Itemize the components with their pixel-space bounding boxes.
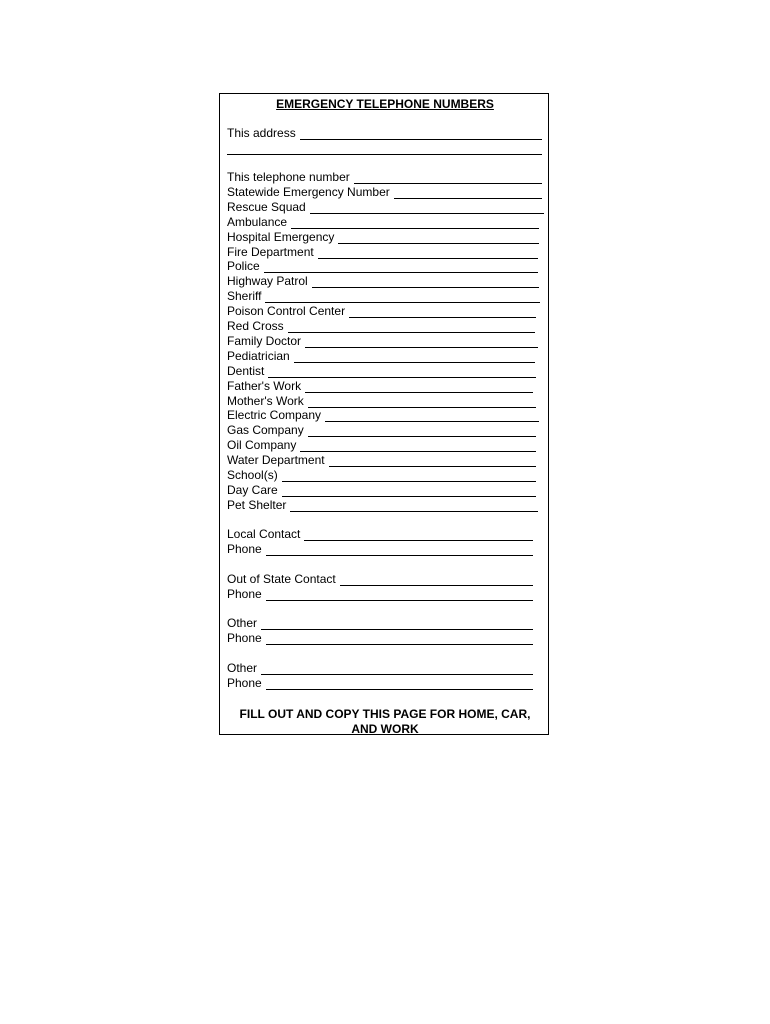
entry-20 [227, 453, 547, 468]
entry-3 [227, 200, 547, 215]
contact-3-phone [227, 631, 547, 646]
contact-2-phone [227, 587, 547, 602]
contact-3-label: Other [227, 616, 258, 630]
entry-15-label: Father's Work [227, 378, 302, 393]
entry-18-blank-line[interactable] [308, 436, 536, 437]
contact-4-phone-blank-line[interactable] [266, 689, 533, 690]
entry-18 [227, 423, 547, 438]
contact-1-blank-line[interactable] [304, 540, 533, 541]
entry-5 [227, 230, 547, 245]
entry-6 [227, 245, 547, 260]
entry-8-label: Highway Patrol [227, 274, 308, 289]
entry-21 [227, 468, 547, 483]
entry-20-label: Water Department [227, 453, 325, 468]
contact-3-phone-label: Phone [227, 631, 262, 645]
entry-4-label: Ambulance [227, 214, 288, 229]
entry-21-blank-line[interactable] [282, 481, 536, 482]
form-title-text: EMERGENCY TELEPHONE NUMBERS [276, 97, 494, 111]
entry-22-label: Day Care [227, 482, 278, 497]
entry-12-blank-line[interactable] [305, 347, 538, 348]
entry-5-blank-line[interactable] [338, 243, 539, 244]
emergency-numbers-card [219, 93, 549, 735]
footer-line-1: FILL OUT AND COPY THIS PAGE FOR HOME, CAR, [239, 707, 531, 721]
entry-2-blank-line[interactable] [394, 198, 542, 199]
entry-16-blank-line[interactable] [308, 407, 536, 408]
entry-10-label: Poison Control Center [227, 304, 346, 319]
entry-12-label: Family Doctor [227, 333, 302, 348]
entry-5-label: Hospital Emergency [227, 229, 335, 244]
contact-2-label: Out of State Contact [227, 572, 336, 586]
entry-19 [227, 438, 547, 453]
entry-23 [227, 498, 547, 513]
entry-14 [227, 364, 547, 379]
footer-instruction [220, 707, 550, 737]
contact-3 [227, 616, 547, 631]
contact-3-blank-line[interactable] [261, 629, 533, 630]
entry-1-label: This telephone number [227, 170, 350, 184]
contact-4-phone-label: Phone [227, 676, 262, 690]
entry-15-blank-line[interactable] [305, 392, 533, 393]
contact-3-phone-blank-line[interactable] [266, 644, 533, 645]
entry-13-label: Pediatrician [227, 348, 290, 363]
entry-23-blank-line[interactable] [290, 511, 538, 512]
contact-2 [227, 572, 547, 587]
footer-line-2: AND WORK [351, 722, 419, 736]
entry-6-blank-line[interactable] [318, 258, 538, 259]
contact-4-label: Other [227, 661, 258, 675]
contact-4 [227, 661, 547, 676]
contact-2-blank-line[interactable] [340, 585, 533, 586]
entry-9-label: Sheriff [227, 289, 262, 304]
entry-7-label: Police [227, 259, 260, 274]
entry-2 [227, 185, 547, 200]
entry-9-blank-line[interactable] [265, 302, 540, 303]
entry-6-label: Fire Department [227, 244, 314, 259]
entry-8-blank-line[interactable] [312, 287, 539, 288]
contact-1-label: Local Contact [227, 527, 301, 541]
entry-22 [227, 483, 547, 498]
entry-2-label: Statewide Emergency Number [227, 184, 390, 199]
entry-19-blank-line[interactable] [300, 451, 536, 452]
entry-21-label: School(s) [227, 468, 278, 482]
entry-14-label: Dentist [227, 363, 265, 378]
entry-23-label: Pet Shelter [227, 497, 287, 512]
entry-11-blank-line[interactable] [288, 332, 535, 333]
entry-13 [227, 349, 547, 364]
contact-1-phone [227, 542, 547, 557]
form-title [220, 97, 550, 111]
address-field-continued [227, 141, 547, 156]
entry-3-label: Rescue Squad [227, 199, 306, 214]
entry-16 [227, 394, 547, 409]
entry-17 [227, 408, 547, 423]
entry-4 [227, 215, 547, 230]
entry-11 [227, 319, 547, 334]
entry-11-label: Red Cross [227, 319, 284, 333]
entry-1-blank-line[interactable] [354, 183, 542, 184]
entry-14-blank-line[interactable] [268, 377, 536, 378]
entry-17-label: Electric Company [227, 408, 322, 423]
contact-2-phone-blank-line[interactable] [266, 600, 533, 601]
address-field-continued-blank-line[interactable] [227, 154, 542, 155]
entry-13-blank-line[interactable] [294, 362, 535, 363]
entry-10 [227, 304, 547, 319]
entry-17-blank-line[interactable] [325, 421, 539, 422]
contact-4-blank-line[interactable] [261, 674, 533, 675]
entry-10-blank-line[interactable] [349, 317, 536, 318]
entry-7-blank-line[interactable] [264, 272, 538, 273]
contact-1-phone-label: Phone [227, 542, 262, 556]
entry-9 [227, 289, 547, 304]
entry-18-label: Gas Company [227, 423, 304, 438]
address-field-label: This address [227, 126, 296, 140]
contact-4-phone [227, 676, 547, 691]
contact-2-phone-label: Phone [227, 587, 262, 601]
entry-22-blank-line[interactable] [282, 496, 536, 497]
contact-1-phone-blank-line[interactable] [266, 555, 533, 556]
entry-19-label: Oil Company [227, 438, 297, 453]
entry-3-blank-line[interactable] [310, 213, 544, 214]
entry-4-blank-line[interactable] [291, 228, 539, 229]
address-field [227, 126, 547, 141]
entry-15 [227, 379, 547, 394]
entry-16-label: Mother's Work [227, 393, 304, 408]
entry-20-blank-line[interactable] [329, 466, 536, 467]
address-field-blank-line[interactable] [300, 139, 542, 140]
entry-8 [227, 274, 547, 289]
entry-7 [227, 259, 547, 274]
entry-1 [227, 170, 547, 185]
entry-12 [227, 334, 547, 349]
contact-1 [227, 527, 547, 542]
